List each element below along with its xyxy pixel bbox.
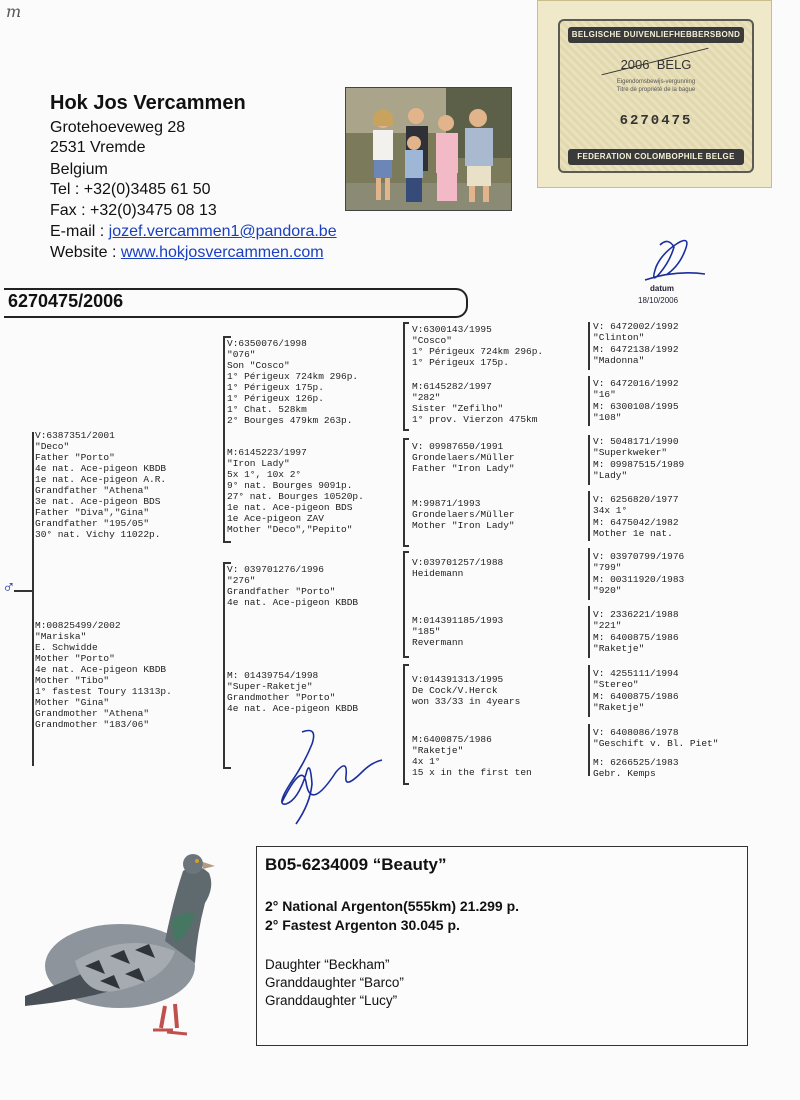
tick <box>403 664 409 666</box>
featured-relation-3: Granddaughter “Lucy” <box>265 993 398 1008</box>
stamp-year: 2006 <box>620 57 650 72</box>
pedigree-dam-sire: V: 039701276/1996 "276" Grandfather "Porto" 4e nat. Ace-pigeon KBDB <box>227 564 359 608</box>
website-line <box>50 243 324 263</box>
pedigree-gen4-9: V: 03970799/1976 "799" <box>593 551 685 573</box>
pedigree-dsd: M:014391185/1993 "185" Revermann <box>412 615 504 648</box>
telephone: Tel : +32(0)3485 61 50 <box>50 181 211 198</box>
pedigree-gen4-2: M: 6472138/1992 "Madonna" <box>593 344 679 366</box>
pedigree-gen4-12: M: 6400875/1986 "Raketje" <box>593 632 679 654</box>
family-photo <box>345 87 512 211</box>
tick <box>403 656 409 658</box>
tick <box>403 551 409 553</box>
pedigree-gen4-4: M: 6300108/1995 "108" <box>593 401 679 423</box>
datum-date: 18/10/2006 <box>638 296 679 305</box>
pedigree-ssd: M:6145282/1997 "282" Sister "Zefilho" 1° prov. Vierzon 475km <box>412 381 538 425</box>
pedigree-sire: V:6387351/2001 "Deco" Father "Porto" 4e nat. Ace-pigeon KBDB 1e nat. Ace-pigeon A.R. Grandfather "Athena" 3e nat. Ace-pigeon BDS Father "Diva","Gina" Grandfather "195/05" 30° nat. Vichy 11022p. <box>35 430 167 540</box>
pedigree-gen4-1: V: 6472002/1992 "Clinton" <box>593 321 679 343</box>
pedigree-gen4-16: M: 6266525/1983 Gebr. Kemps <box>593 757 679 779</box>
pedigree-gen4-3: V: 6472016/1992 "16" <box>593 378 679 400</box>
datum-label: datum <box>650 284 674 293</box>
ring-number-title: 6270475/2006 <box>8 291 124 311</box>
pedigree-dam: M:00825499/2002 "Mariska" E. Schwidde Mother "Porto" 4e nat. Ace-pigeon KBDB Mother "Tibo" 1° fastest Toury 11313p. Mother "Gina" Grandmother "Athena" Grandmother "183/06" <box>35 620 172 730</box>
bracket-g3 <box>588 435 590 485</box>
stamp-top-text: BELGISCHE DUIVENLIEFHEBBERSBOND <box>568 27 744 43</box>
pedigree-dam-dam: M: 01439754/1998 "Super-Raketje" Grandmother "Porto" 4e nat. Ace-pigeon KBDB <box>227 670 359 714</box>
bracket-g2 <box>588 376 590 426</box>
pedigree-gen4-14: M: 6400875/1986 "Raketje" <box>593 691 679 713</box>
bracket-root-stub <box>14 590 32 592</box>
website-link[interactable]: www.hokjosvercammen.com <box>120 244 324 261</box>
fax: Fax : +32(0)3475 08 13 <box>50 202 217 219</box>
email-label: E-mail : <box>50 223 109 240</box>
bracket-g8 <box>588 724 590 776</box>
signature-bottom-icon <box>262 722 402 842</box>
stamp-bottom-text: FEDERATION COLOMBOPHILE BELGE <box>568 149 744 165</box>
pedigree-gen4-8: M: 6475042/1982 Mother 1e nat. <box>593 517 679 539</box>
tick <box>403 438 409 440</box>
bracket-ds <box>403 551 405 657</box>
family-photo-image <box>346 88 511 210</box>
pedigree-sss: V:6300143/1995 "Cosco" 1° Périgeux 724km 296p. 1° Périgeux 175p. <box>412 324 544 368</box>
country: Belgium <box>50 161 108 178</box>
pedigree-sds: V: 09987650/1991 Grondelaers/Müller Father "Iron Lady" <box>412 441 515 474</box>
bracket-sire-bottom <box>223 541 231 543</box>
street-address: Grotehoeveweg 28 <box>50 119 186 136</box>
signature-top-icon <box>625 235 715 305</box>
stamp-country: BELG <box>656 57 692 72</box>
pedigree-gen4-5: V: 5048171/1990 "Superkweker" <box>593 436 679 458</box>
tick <box>403 783 409 785</box>
pedigree-dds: V:014391313/1995 De Cock/V.Herck won 33/33 in 4years <box>412 674 521 707</box>
stamp-frame <box>558 19 754 173</box>
featured-pigeon-box <box>256 846 748 1046</box>
bracket-dam-bottom <box>223 767 231 769</box>
website-label: Website : <box>50 244 121 261</box>
featured-relation-2: Granddaughter “Barco” <box>265 975 404 990</box>
bracket-dam <box>223 562 225 768</box>
pedigree-gen4-6: M: 09987515/1989 "Lady" <box>593 459 685 481</box>
corner-handwritten-mark: m <box>6 2 22 21</box>
tick <box>403 545 409 547</box>
bracket-root <box>32 432 34 766</box>
stamp-ring-number: 6270475 <box>619 113 693 129</box>
bracket-g4 <box>588 491 590 541</box>
bracket-g5 <box>588 548 590 600</box>
bracket-sire <box>223 336 225 542</box>
loft-name: Hok Jos Vercammen <box>50 92 246 114</box>
tick <box>403 429 409 431</box>
pedigree-gen4-15: V: 6408086/1978 "Geschift v. Bl. Piet" <box>593 727 719 749</box>
pedigree-sire-sire: V:6350076/1998 "076" Son "Cosco" 1° Périgeux 724km 296p. 1° Périgeux 175p. 1° Périgeux 126p. 1° Chat. 528km 2° Bourges 479km 263p. <box>227 338 359 426</box>
featured-result-1: 2° National Argenton(555km) 21.299 p. <box>265 898 520 914</box>
ring-certificate-stamp <box>537 0 772 188</box>
tick <box>403 322 409 324</box>
pedigree-sdd: M:99871/1993 Grondelaers/Müller Mother "Iron Lady" <box>412 498 515 531</box>
pedigree-gen4-7: V: 6256820/1977 34x 1° <box>593 494 679 516</box>
bracket-g6 <box>588 606 590 658</box>
stamp-small-text-1: Eigendomsbewijs-vergunning <box>616 79 696 85</box>
pedigree-gen4-13: V: 4255111/1994 "Stereo" <box>593 668 679 690</box>
featured-result-2: 2° Fastest Argenton 30.045 p. <box>265 917 460 933</box>
email-link[interactable]: jozef.vercammen1@pandora.be <box>108 223 337 240</box>
bracket-g7 <box>588 665 590 717</box>
bracket-dd <box>403 664 405 784</box>
featured-pigeon-title: B05-6234009 “Beauty” <box>265 855 447 874</box>
male-symbol-icon: ♂ <box>2 577 16 597</box>
pedigree-gen4-11: V: 2336221/1988 "221" <box>593 609 679 631</box>
stamp-small-text-2: Titre de propriété de la bague <box>616 87 696 93</box>
email-line <box>50 222 337 242</box>
stamp-year-line <box>560 57 752 72</box>
pedigree-gen4-10: M: 00311920/1983 "920" <box>593 574 685 596</box>
city-address: 2531 Vremde <box>50 139 146 156</box>
bracket-g1 <box>588 322 590 370</box>
bracket-ss <box>403 322 405 430</box>
pigeon-icon <box>15 846 225 1046</box>
bracket-sd <box>403 438 405 546</box>
pedigree-ddd: M:6400875/1986 "Raketje" 4x 1° 15 x in the first ten <box>412 734 532 778</box>
featured-relation-1: Daughter “Beckham” <box>265 957 390 972</box>
pedigree-dss: V:039701257/1988 Heidemann <box>412 557 504 579</box>
pedigree-sire-dam: M:6145223/1997 "Iron Lady" 5x 1°, 10x 2° 9° nat. Bourges 9091p. 27° nat. Bourges 10520p. 1e nat. Ace-pigeon BDS 1e Ace-pigeon ZAV Mother "Deco","Pepito" <box>227 447 364 535</box>
